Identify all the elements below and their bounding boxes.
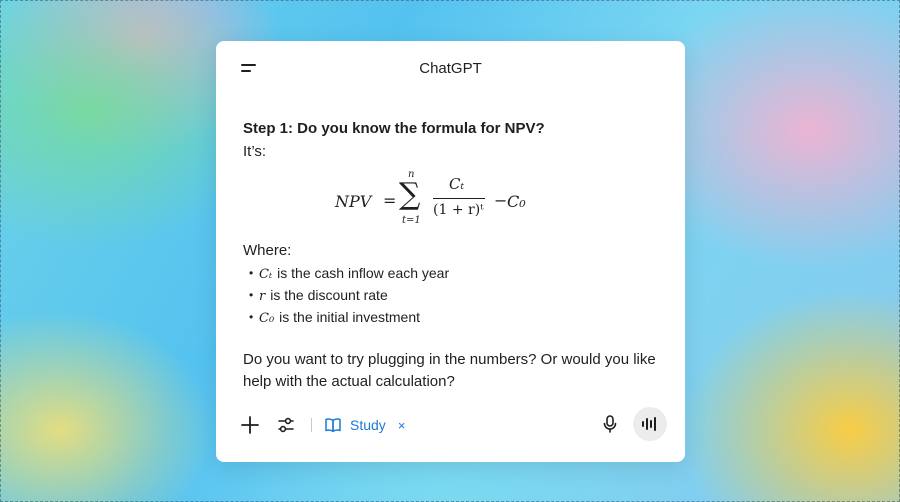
formula-minus: − bbox=[494, 191, 508, 210]
app-title: ChatGPT bbox=[419, 60, 482, 77]
composer-toolbar bbox=[216, 394, 685, 462]
voice-mode-button[interactable] bbox=[633, 407, 667, 441]
where-label: Where: bbox=[243, 242, 292, 259]
sum-lower-limit: t=1 bbox=[402, 215, 421, 226]
toolbar-divider bbox=[311, 418, 312, 432]
sum-upper-limit: n bbox=[408, 169, 415, 180]
bullet: • bbox=[249, 266, 254, 280]
microphone-icon[interactable] bbox=[600, 414, 620, 434]
voice-waveform-icon bbox=[641, 416, 659, 432]
formula-numerator: Cₜ bbox=[449, 175, 465, 193]
list-item bbox=[249, 263, 663, 285]
book-icon bbox=[324, 416, 342, 434]
bullet: • bbox=[249, 310, 254, 324]
header bbox=[216, 41, 685, 97]
definition-text: is the cash inflow each year bbox=[277, 265, 450, 281]
formula-last-term: C₀ bbox=[507, 192, 526, 211]
study-mode-chip[interactable] bbox=[324, 413, 405, 437]
step-heading: Step 1: Do you know the formula for NPV? bbox=[243, 120, 545, 137]
fraction-bar bbox=[433, 198, 485, 199]
list-item bbox=[249, 285, 663, 307]
list-item bbox=[249, 307, 663, 329]
formula-lhs: NPV bbox=[335, 192, 372, 211]
formula-equals: = bbox=[383, 191, 397, 210]
definition-text: is the initial investment bbox=[279, 309, 421, 325]
bullet: • bbox=[249, 288, 254, 302]
definition-symbol: C₀ bbox=[259, 311, 275, 326]
sum-symbol: ∑ bbox=[399, 177, 421, 212]
definition-text: is the discount rate bbox=[270, 287, 388, 303]
chat-window bbox=[216, 41, 685, 462]
close-icon[interactable]: × bbox=[397, 417, 406, 433]
assistant-message bbox=[243, 119, 663, 393]
definition-list bbox=[249, 263, 663, 329]
sliders-icon[interactable] bbox=[276, 415, 296, 435]
follow-up-question: Do you want to try plugging in the numbers? Or would you like help with the actual calculation? bbox=[243, 351, 656, 390]
npv-formula bbox=[243, 165, 663, 241]
intro-text: It’s: bbox=[243, 143, 267, 160]
study-label: Study bbox=[350, 417, 386, 433]
definition-symbol: Cₜ bbox=[259, 267, 273, 282]
plus-icon[interactable] bbox=[240, 415, 260, 435]
definition-symbol: r bbox=[259, 289, 266, 304]
formula-denominator: (1 + r)ᵗ bbox=[433, 202, 484, 218]
